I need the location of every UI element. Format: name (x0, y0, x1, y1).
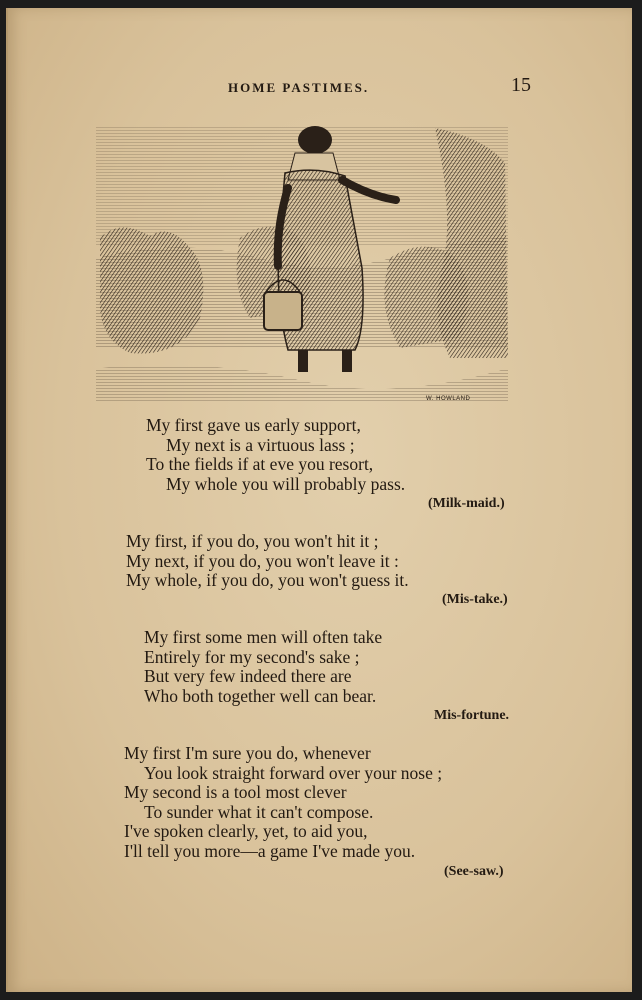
riddle-line: To sunder what it can't compose. (144, 801, 374, 822)
riddle-1 (146, 416, 405, 494)
riddle-line: But very few indeed there are (144, 666, 352, 686)
riddle-2 (126, 532, 409, 591)
riddle-line: I'll tell you more—a game I've made you. (124, 840, 416, 861)
riddle-4 (124, 744, 442, 861)
riddle-answer: Mis-fortune. (434, 708, 510, 723)
riddle-line: My next, if you do, you won't leave it : (126, 550, 399, 571)
riddle-answer: (Milk-maid.) (428, 496, 505, 511)
riddle-line: My whole you will probably pass. (166, 473, 406, 494)
riddle-line: My whole, if you do, you won't guess it. (126, 570, 409, 590)
riddle-line: I've spoken clearly, yet, to aid you, (124, 821, 368, 841)
riddle-line: My first, if you do, you won't hit it ; (126, 531, 379, 551)
riddle-answer: (See-saw.) (444, 864, 504, 879)
riddle-answer: (Mis-take.) (442, 592, 508, 607)
riddle-line: My first I'm sure you do, whenever (124, 743, 371, 763)
riddle-line: Entirely for my second's sake ; (144, 646, 360, 667)
riddle-line: To the fields if at eve you resort, (146, 454, 374, 474)
riddle-line: You look straight forward over your nose ; (144, 762, 443, 783)
riddle-line: My next is a virtuous lass ; (166, 434, 355, 455)
riddle-line: My first some men will often take (144, 627, 383, 647)
running-head: HOME PASTIMES. (228, 80, 370, 95)
engraver-signature: W. HOWLAND (426, 396, 471, 402)
page-number: 15 (511, 74, 531, 96)
book-page (6, 8, 632, 992)
riddle-line: My second is a tool most clever (124, 782, 347, 802)
riddle-3 (144, 628, 382, 706)
riddle-line: Who both together well can bear. (144, 685, 377, 706)
riddle-line: My first gave us early support, (146, 415, 361, 435)
milkmaid-engraving (90, 118, 514, 408)
